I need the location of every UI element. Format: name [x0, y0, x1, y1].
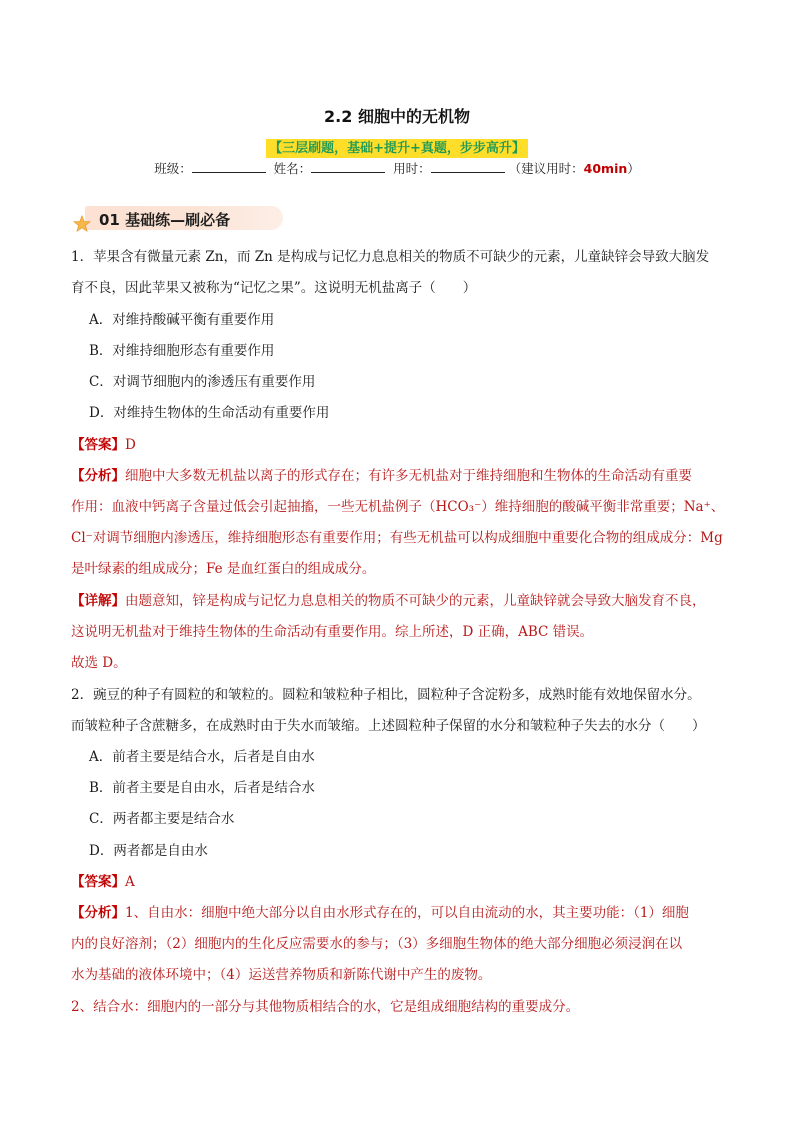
q2-option-d: D．两者都是自由水 [89, 843, 208, 859]
q2-stem-line-2: 而皱粒种子含蔗糖多，在成熟时由于失水而皱缩。上述圆粒种子保留的水分和皱粒种子失去的水分（ ） [71, 718, 706, 734]
q1-conclusion: 故选 D。 [71, 655, 127, 671]
q1-stem-line-1: 1．苹果含有微量元素 Zn，而 Zn 是构成与记忆力息息相关的物质不可缺少的元素，儿童缺锌会导致大脑发 [71, 249, 710, 265]
q2-option-a: A．前者主要是结合水，后者是自由水 [89, 749, 315, 765]
q2-analysis-line-4: 2、结合水：细胞内的一部分与其他物质相结合的水，它是组成细胞结构的重要成分。 [71, 999, 580, 1015]
q1-option-c: C．对调节细胞内的渗透压有重要作用 [89, 374, 316, 390]
name-blank [311, 160, 385, 173]
q2-analysis-text: 1、自由水：细胞中绝大部分以自由水形式存在的，可以自由流动的水，其主要功能：（1）细胞 [125, 905, 689, 921]
q1-analysis-text: 细胞中大多数无机盐以离子的形式存在；有许多无机盐对于维持细胞和生物体的生命活动有重要 [125, 468, 692, 484]
q1-option-a: A．对维持酸碱平衡有重要作用 [89, 312, 275, 328]
time-label: 用时： [393, 161, 431, 176]
q1-stem-line-2: 育不良，因此苹果又被称为“记忆之果”。这说明无机盐离子（ ） [71, 280, 477, 296]
section-label: 01 基础练—刷必备 [99, 211, 231, 229]
q1-detail-text: 由题意知，锌是构成与记忆力息息相关的物质不可缺少的元素，儿童缺锌就会导致大脑发育不良， [125, 593, 706, 609]
q2-answer-value: A [125, 874, 135, 890]
banner-container [0, 137, 794, 158]
q1-analysis-line-4: 是叶绿素的组成成分；Fe 是血红蛋白的组成成分。 [71, 561, 376, 577]
star-icon [73, 215, 91, 233]
q1-detail-line-1 [71, 592, 706, 610]
student-info-line [0, 159, 794, 177]
q1-analysis-line-3: Cl⁻对调节细胞内渗透压，维持细胞形态有重要作用；有些无机盐可以构成细胞中重要化合物的组成成分：Mg [71, 530, 723, 546]
suggest-suffix: ） [627, 161, 640, 176]
q2-analysis-line-3: 水为基础的液体环境中；（4）运送营养物质和新陈代谢中产生的废物。 [71, 967, 492, 983]
q2-answer [71, 873, 135, 891]
q1-answer-tag: 【答案】 [71, 437, 125, 453]
class-label: 班级： [154, 161, 192, 176]
q2-option-c: C．两者都主要是结合水 [89, 811, 235, 827]
document-title: 2.2 细胞中的无机物 [324, 107, 470, 126]
q1-analysis-line-1 [71, 467, 692, 485]
q1-analysis-line-2: 作用：血液中钙离子含量过低会引起抽搐，一些无机盐例子（HCO₃⁻）维持细胞的酸碱平衡非常重要；Na⁺、 [71, 499, 725, 515]
q1-detail-tag: 【详解】 [71, 593, 125, 609]
q2-option-b: B．前者主要是自由水，后者是结合水 [89, 780, 315, 796]
time-blank [431, 160, 505, 173]
class-blank [192, 160, 266, 173]
q2-analysis-tag: 【分析】 [71, 905, 125, 921]
q1-answer [71, 436, 136, 454]
q2-answer-tag: 【答案】 [71, 874, 125, 890]
q2-stem-line-1: 2．豌豆的种子有圆粒的和皱粒的。圆粒和皱粒种子相比，圆粒种子含淀粉多，成熟时能有效地保留水分。 [71, 687, 701, 703]
q2-analysis-line-2: 内的良好溶剂；（2）细胞内的生化反应需要水的参与；（3）多细胞生物体的绝大部分细胞必须浸润在以 [71, 936, 683, 952]
q1-answer-value: D [125, 437, 136, 453]
q1-detail-line-2: 这说明无机盐对于维持生物体的生命活动有重要作用。综上所述，D 正确，ABC 错误。 [71, 624, 594, 640]
section-header [73, 203, 293, 233]
q2-analysis-line-1 [71, 904, 689, 922]
q1-option-b: B．对维持细胞形态有重要作用 [89, 343, 275, 359]
banner: 【三层刷题，基础+提升+真题，步步高升】 [266, 139, 528, 158]
q1-option-d: D．对维持生物体的生命活动有重要作用 [89, 405, 330, 421]
name-label: 姓名： [273, 161, 312, 176]
suggest-time: 40min [583, 161, 628, 176]
q1-analysis-tag: 【分析】 [71, 468, 125, 484]
suggest-prefix: （建议用时： [508, 161, 584, 176]
